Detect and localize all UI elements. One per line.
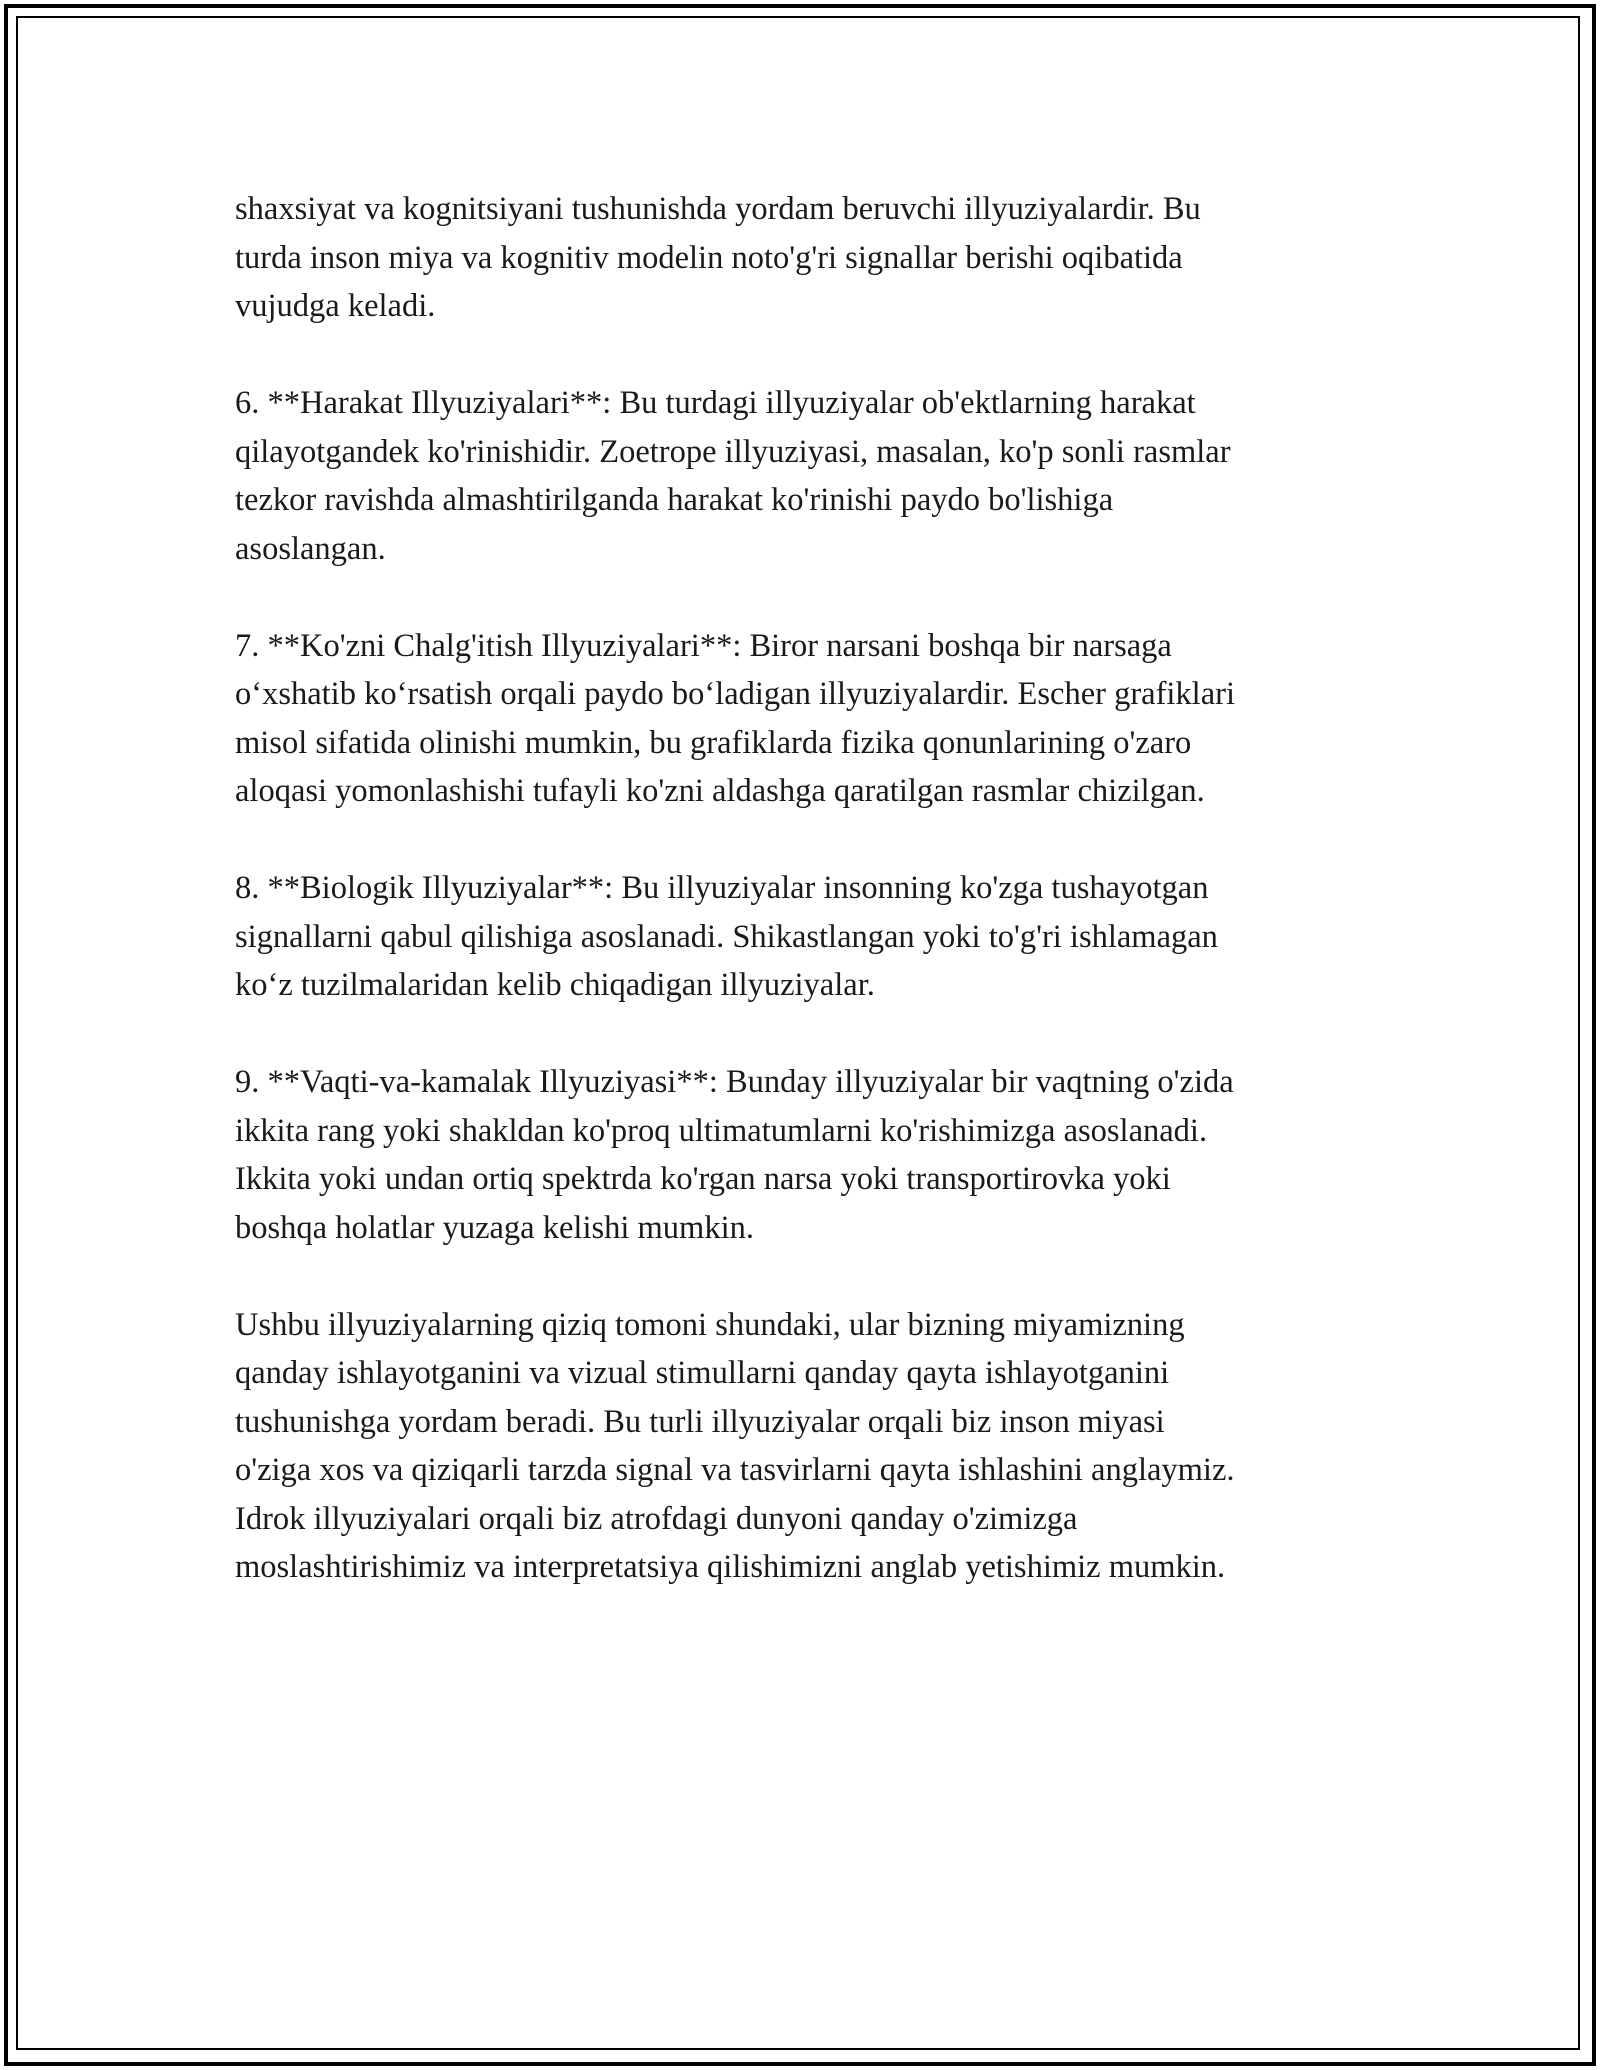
document-body	[235, 185, 1385, 1640]
paragraph-item-7: 7. **Ko'zni Chalg'itish Illyuziyalari**: Biror narsani boshqa bir narsaga o‘xshatib ko‘rsatish orqali paydo bo‘ladigan illyuziyalardir. Escher grafiklari misol sifatida olinishi mumkin, bu grafiklarda fizika qonunlarining o'zaro aloqasi yomonlashishi tufayli ko'zni aldashga qaratilgan rasmlar chizilgan.	[235, 627, 1235, 809]
paragraph-item-6: 6. **Harakat Illyuziyalari**: Bu turdagi illyuziyalar ob'ektlarning harakat qilayotgandek ko'rinishidir. Zoetrope illyuziyasi, masalan, ko'p sonli rasmlar tezkor ravishda almashtirilganda harakat ko'rinishi paydo bo'lishiga asoslangan.	[235, 385, 1231, 567]
paragraph-item-9: 9. **Vaqti-va-kamalak Illyuziyasi**: Bunday illyuziyalar bir vaqtning o'zida ikkita rang yoki shakldan ko'proq ultimatumlarni ko'rishimizga asoslanadi. Ikkita yoki undan ortiq spektrda ko'rgan narsa yoki transportirovka yoki boshqa holatlar yuzaga kelishi mumkin.	[235, 1064, 1234, 1246]
paragraph-conclusion: Ushbu illyuziyalarning qiziq tomoni shundaki, ular bizning miyamizning qanday ishlayotganini va vizual stimullarni qanday qayta ishlayotganini tushunishga yordam beradi. Bu turli illyuziyalar orqali biz inson miyasi o'ziga xos va qiziqarli tarzda signal va tasvirlarni qayta ishlashini anglaymiz. Idrok illyuziyalari orqali biz atrofdagi dunyoni qanday o'zimizga moslashtirishimiz va interpretatsiya qilishimizni anglab yetishimiz mumkin.	[235, 1306, 1235, 1585]
paragraph-item-8: 8. **Biologik Illyuziyalar**: Bu illyuziyalar insonning ko'zga tushayotgan signallarni qabul qilishiga asoslanadi. Shikastlangan yoki to'g'ri ishlamagan ko‘z tuzilmalaridan kelib chiqadigan illyuziyalar.	[235, 870, 1218, 1003]
paragraph-intro: shaxsiyat va kognitsiyani tushunishda yordam beruvchi illyuziyalardir. Bu turda inson miya va kognitiv modelin noto'g'ri signallar berishi oqibatida vujudga keladi.	[235, 191, 1201, 324]
